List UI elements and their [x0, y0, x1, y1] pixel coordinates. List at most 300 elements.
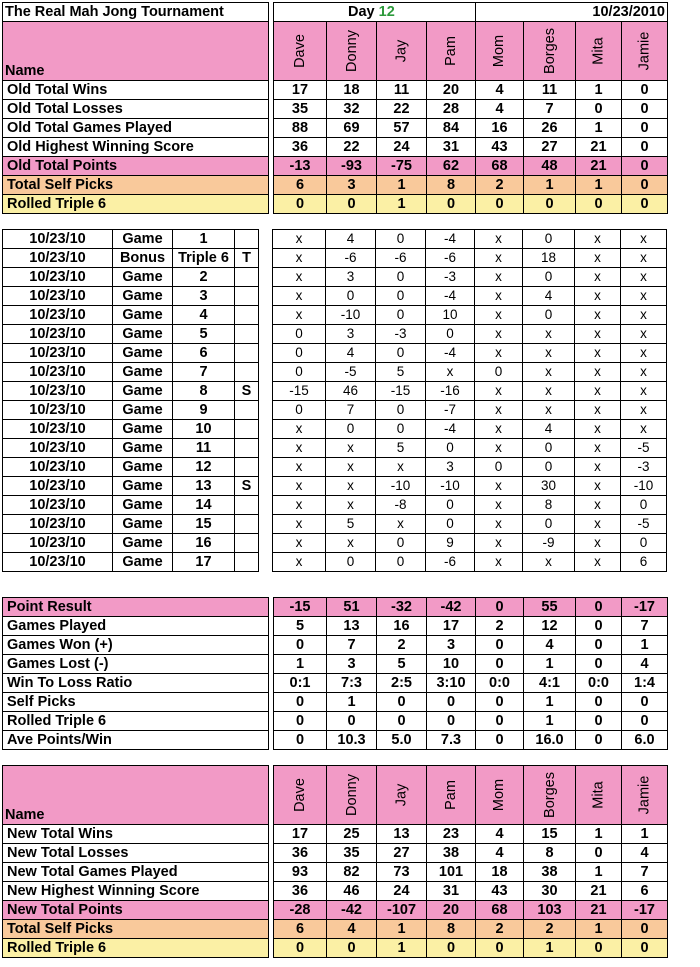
stat-value: 30 — [524, 882, 576, 901]
stat-value: 10.3 — [327, 731, 377, 750]
game-row — [3, 287, 667, 306]
stat-label: Games Played — [3, 617, 269, 636]
stat-value: 0 — [622, 939, 668, 958]
stat-row — [3, 693, 668, 712]
stat-value: 0 — [427, 712, 476, 731]
stat-value: 0 — [377, 712, 427, 731]
stat-row — [3, 844, 668, 863]
player-name: Pam — [442, 780, 459, 810]
stat-value: 8 — [524, 844, 576, 863]
new-stats-table — [2, 765, 668, 958]
game-score: x — [475, 306, 523, 325]
stat-value: 1 — [524, 176, 576, 195]
player-name: Mita — [590, 781, 607, 809]
game-score: x — [475, 534, 523, 553]
game-number: 1 — [173, 230, 235, 249]
game-score: 0 — [523, 439, 575, 458]
stat-value: 21 — [576, 901, 622, 920]
game-score: 9 — [426, 534, 475, 553]
old-stats-table — [2, 2, 668, 214]
stat-value: 17 — [274, 81, 327, 100]
title-row — [3, 3, 668, 22]
stat-value: 36 — [274, 882, 327, 901]
game-score: x — [273, 268, 326, 287]
stat-label: New Total Games Played — [3, 863, 269, 882]
stat-value: 6 — [622, 882, 668, 901]
stat-value: 0 — [622, 195, 668, 214]
game-score: x — [575, 230, 621, 249]
stat-value: 1 — [377, 176, 427, 195]
day-cell — [274, 3, 476, 22]
game-score: x — [575, 477, 621, 496]
stat-value: 7 — [622, 863, 668, 882]
stat-value: 48 — [524, 157, 576, 176]
game-date: 10/23/10 — [3, 477, 113, 496]
game-score: -6 — [426, 249, 475, 268]
game-score: x — [475, 325, 523, 344]
game-date: 10/23/10 — [3, 458, 113, 477]
stat-value: -17 — [622, 598, 668, 617]
game-score: x — [575, 496, 621, 515]
game-score: x — [575, 534, 621, 553]
stat-value: -15 — [274, 598, 327, 617]
game-score: 3 — [426, 458, 475, 477]
player-name: Mita — [590, 37, 607, 65]
game-score: 0 — [326, 420, 376, 439]
game-date: 10/23/10 — [3, 363, 113, 382]
game-row — [3, 515, 667, 534]
game-score: x — [621, 287, 667, 306]
stat-value: 4:1 — [524, 674, 576, 693]
stat-value: 1 — [327, 693, 377, 712]
game-number: 16 — [173, 534, 235, 553]
game-score: x — [273, 477, 326, 496]
game-type: Game — [113, 439, 173, 458]
player-name: Jay — [393, 783, 410, 807]
player-name: Dave — [291, 34, 308, 68]
game-score: -15 — [273, 382, 326, 401]
stat-value: 20 — [427, 901, 476, 920]
player-header-jamie — [622, 766, 668, 825]
stat-value: 1 — [576, 863, 622, 882]
stat-label: Games Won (+) — [3, 636, 269, 655]
game-score: 46 — [326, 382, 376, 401]
stat-row — [3, 100, 668, 119]
game-date: 10/23/10 — [3, 382, 113, 401]
game-flag — [235, 420, 259, 439]
player-header-jamie — [622, 22, 668, 81]
game-number: 11 — [173, 439, 235, 458]
stat-value: 17 — [274, 825, 327, 844]
game-score: 8 — [523, 496, 575, 515]
game-row — [3, 382, 667, 401]
game-row — [3, 344, 667, 363]
game-score: x — [621, 230, 667, 249]
stat-value: -75 — [377, 157, 427, 176]
game-date: 10/23/10 — [3, 268, 113, 287]
stat-value: 3 — [327, 655, 377, 674]
stat-label: Point Result — [3, 598, 269, 617]
game-score: 0 — [523, 268, 575, 287]
stat-value: 68 — [476, 901, 524, 920]
stat-value: 0 — [476, 655, 524, 674]
stat-value: 82 — [327, 863, 377, 882]
stat-row — [3, 636, 668, 655]
stat-value: 0 — [274, 712, 327, 731]
game-flag: S — [235, 382, 259, 401]
stat-value: 7 — [327, 636, 377, 655]
player-name: Borges — [541, 772, 558, 818]
stat-value: 0 — [327, 939, 377, 958]
game-score: -5 — [621, 515, 667, 534]
stat-value: 0 — [327, 712, 377, 731]
game-row — [3, 534, 667, 553]
stat-value: 0 — [476, 636, 524, 655]
player-header-borges — [524, 766, 576, 825]
game-date: 10/23/10 — [3, 515, 113, 534]
game-score: x — [376, 458, 426, 477]
stat-value: 1 — [576, 176, 622, 195]
stat-value: 1 — [622, 825, 668, 844]
game-score: x — [523, 344, 575, 363]
game-row — [3, 230, 667, 249]
stat-value: -42 — [427, 598, 476, 617]
stat-row — [3, 731, 668, 750]
stat-value: 6 — [274, 920, 327, 939]
game-score: -3 — [376, 325, 426, 344]
date-cell: 10/23/2010 — [476, 3, 668, 22]
game-number: 10 — [173, 420, 235, 439]
stat-value: 2 — [476, 617, 524, 636]
game-score: 0 — [376, 401, 426, 420]
stat-value: 26 — [524, 119, 576, 138]
player-name: Donny — [343, 30, 360, 72]
stat-row — [3, 655, 668, 674]
game-score: -6 — [376, 249, 426, 268]
game-score: 5 — [326, 515, 376, 534]
player-name: Donny — [343, 774, 360, 816]
stat-row — [3, 81, 668, 100]
player-header-dave — [274, 22, 327, 81]
game-flag — [235, 401, 259, 420]
game-score: 0 — [273, 344, 326, 363]
game-flag — [235, 496, 259, 515]
game-row — [3, 363, 667, 382]
stat-label: Rolled Triple 6 — [3, 712, 269, 731]
game-score: -10 — [621, 477, 667, 496]
stat-value: 0 — [274, 195, 327, 214]
stat-value: 2 — [524, 920, 576, 939]
game-score: -9 — [523, 534, 575, 553]
game-row — [3, 420, 667, 439]
game-score: x — [326, 458, 376, 477]
game-number: 13 — [173, 477, 235, 496]
stat-value: -28 — [274, 901, 327, 920]
day-value: 12 — [378, 4, 395, 20]
stat-value: 0:1 — [274, 674, 327, 693]
game-row — [3, 401, 667, 420]
stat-value: 0 — [576, 100, 622, 119]
stat-value: 23 — [427, 825, 476, 844]
stat-label: Old Total Points — [3, 157, 269, 176]
name-header: Name — [3, 766, 269, 825]
player-name: Pam — [442, 36, 459, 66]
game-score: x — [273, 287, 326, 306]
stat-value: 4 — [622, 844, 668, 863]
stat-label: Old Highest Winning Score — [3, 138, 269, 157]
game-flag: T — [235, 249, 259, 268]
stat-value: -42 — [327, 901, 377, 920]
game-score: -16 — [426, 382, 475, 401]
game-score: -4 — [426, 344, 475, 363]
game-score: -4 — [426, 420, 475, 439]
stat-value: 11 — [377, 81, 427, 100]
game-score: 0 — [426, 439, 475, 458]
stat-value: 51 — [327, 598, 377, 617]
player-header-row — [3, 766, 668, 825]
stat-value: 8 — [427, 920, 476, 939]
stat-row — [3, 598, 668, 617]
game-row — [3, 553, 667, 572]
stat-value: 6 — [274, 176, 327, 195]
day-label: Day — [348, 4, 375, 20]
game-row — [3, 458, 667, 477]
stat-row — [3, 617, 668, 636]
game-date: 10/23/10 — [3, 439, 113, 458]
player-name: Jamie — [636, 31, 653, 71]
stat-value: 2 — [377, 636, 427, 655]
player-header-pam — [427, 766, 476, 825]
stat-value: 0 — [622, 81, 668, 100]
stat-value: 1 — [524, 655, 576, 674]
game-score: x — [273, 496, 326, 515]
game-score: 0 — [621, 496, 667, 515]
stat-label: New Highest Winning Score — [3, 882, 269, 901]
stat-value: 25 — [327, 825, 377, 844]
game-row — [3, 477, 667, 496]
game-type: Game — [113, 325, 173, 344]
game-date: 10/23/10 — [3, 534, 113, 553]
stat-label: Rolled Triple 6 — [3, 195, 269, 214]
stat-value: 1 — [576, 920, 622, 939]
stat-value: 7.3 — [427, 731, 476, 750]
stat-value: 0 — [622, 157, 668, 176]
game-type: Game — [113, 287, 173, 306]
player-header-jay — [377, 766, 427, 825]
game-date: 10/23/10 — [3, 249, 113, 268]
stat-label: Win To Loss Ratio — [3, 674, 269, 693]
game-score: x — [575, 306, 621, 325]
game-score: 0 — [376, 534, 426, 553]
game-flag — [235, 515, 259, 534]
game-score: x — [523, 401, 575, 420]
game-score: -4 — [426, 230, 475, 249]
game-score: 0 — [326, 553, 376, 572]
stat-value: 0 — [476, 195, 524, 214]
stat-value: 0 — [524, 195, 576, 214]
game-score: x — [475, 268, 523, 287]
stat-value: -13 — [274, 157, 327, 176]
stat-value: 103 — [524, 901, 576, 920]
game-score: 0 — [376, 344, 426, 363]
stat-value: 18 — [327, 81, 377, 100]
game-date: 10/23/10 — [3, 287, 113, 306]
game-score: x — [273, 553, 326, 572]
game-type: Game — [113, 268, 173, 287]
game-score: x — [621, 401, 667, 420]
stat-label: Games Lost (-) — [3, 655, 269, 674]
game-score: 0 — [273, 363, 326, 382]
stat-value: 1 — [622, 636, 668, 655]
game-score: x — [575, 249, 621, 268]
stat-value: 0 — [476, 693, 524, 712]
player-name: Mom — [491, 778, 508, 812]
game-score: 4 — [326, 344, 376, 363]
stat-label: New Total Wins — [3, 825, 269, 844]
game-score: x — [575, 458, 621, 477]
player-header-pam — [427, 22, 476, 81]
game-score: 4 — [326, 230, 376, 249]
stat-value: 0 — [274, 693, 327, 712]
stat-value: 1 — [576, 825, 622, 844]
game-date: 10/23/10 — [3, 401, 113, 420]
stat-value: 0:0 — [576, 674, 622, 693]
game-score: 0 — [426, 496, 475, 515]
game-score: x — [326, 477, 376, 496]
game-score: x — [621, 382, 667, 401]
stat-value: 4 — [622, 655, 668, 674]
game-number: 17 — [173, 553, 235, 572]
game-score: 0 — [523, 306, 575, 325]
stat-value: 0 — [622, 920, 668, 939]
stat-label: Total Self Picks — [3, 176, 269, 195]
game-score: -3 — [621, 458, 667, 477]
game-date: 10/23/10 — [3, 230, 113, 249]
game-score: x — [523, 553, 575, 572]
game-score: x — [621, 325, 667, 344]
game-score: -15 — [376, 382, 426, 401]
game-score: -10 — [326, 306, 376, 325]
stat-value: 6.0 — [622, 731, 668, 750]
stat-value: 1 — [576, 81, 622, 100]
game-type: Game — [113, 382, 173, 401]
game-score: 0 — [426, 515, 475, 534]
game-score: 18 — [523, 249, 575, 268]
stat-value: 88 — [274, 119, 327, 138]
results-table — [2, 597, 668, 750]
game-number: 15 — [173, 515, 235, 534]
game-score: x — [575, 325, 621, 344]
stat-value: 0 — [476, 731, 524, 750]
stat-value: 13 — [327, 617, 377, 636]
stat-value: 0 — [476, 598, 524, 617]
game-date: 10/23/10 — [3, 420, 113, 439]
player-header-dave — [274, 766, 327, 825]
stat-label: Old Total Games Played — [3, 119, 269, 138]
stat-value: 2 — [476, 176, 524, 195]
game-score: -10 — [426, 477, 475, 496]
game-type: Bonus — [113, 249, 173, 268]
game-score: x — [475, 401, 523, 420]
game-score: x — [326, 439, 376, 458]
stat-row — [3, 712, 668, 731]
stat-value: 4 — [476, 81, 524, 100]
game-score: -3 — [426, 268, 475, 287]
stat-value: 21 — [576, 882, 622, 901]
game-score: 0 — [376, 268, 426, 287]
stat-value: 38 — [524, 863, 576, 882]
game-score: x — [376, 515, 426, 534]
game-row — [3, 268, 667, 287]
stat-value: -93 — [327, 157, 377, 176]
stat-value: 7 — [524, 100, 576, 119]
stat-value: 21 — [576, 138, 622, 157]
game-score: 0 — [376, 230, 426, 249]
player-name: Jamie — [636, 775, 653, 815]
game-flag — [235, 439, 259, 458]
stat-value: 38 — [427, 844, 476, 863]
stat-label: Ave Points/Win — [3, 731, 269, 750]
game-score: 5 — [376, 363, 426, 382]
stat-label: New Total Points — [3, 901, 269, 920]
game-score: 0 — [621, 534, 667, 553]
stat-value: 68 — [476, 157, 524, 176]
game-type: Game — [113, 477, 173, 496]
player-header-mita — [576, 766, 622, 825]
stat-value: 0 — [622, 100, 668, 119]
stat-value: 4 — [476, 844, 524, 863]
stat-value: 57 — [377, 119, 427, 138]
stat-value: 5 — [274, 617, 327, 636]
game-flag — [235, 325, 259, 344]
game-score: x — [523, 325, 575, 344]
game-flag — [235, 230, 259, 249]
stat-label: New Total Losses — [3, 844, 269, 863]
stat-value: 0 — [576, 693, 622, 712]
game-score: x — [523, 363, 575, 382]
game-date: 10/23/10 — [3, 496, 113, 515]
game-score: -5 — [326, 363, 376, 382]
game-score: x — [575, 439, 621, 458]
stat-row — [3, 674, 668, 693]
game-score: x — [475, 496, 523, 515]
game-score: x — [326, 496, 376, 515]
game-score: x — [575, 553, 621, 572]
stat-value: 22 — [377, 100, 427, 119]
stat-value: 0 — [274, 939, 327, 958]
game-score: x — [475, 230, 523, 249]
stat-value: 1 — [524, 712, 576, 731]
player-header-mom — [476, 766, 524, 825]
game-score: 0 — [523, 458, 575, 477]
stat-value: 12 — [524, 617, 576, 636]
game-score: x — [575, 401, 621, 420]
game-score: x — [475, 287, 523, 306]
stat-value: 46 — [327, 882, 377, 901]
game-score: x — [621, 249, 667, 268]
stat-value: 4 — [327, 920, 377, 939]
name-header: Name — [3, 22, 269, 81]
stat-value: 4 — [476, 825, 524, 844]
stat-value: 0 — [622, 712, 668, 731]
stat-value: 3:10 — [427, 674, 476, 693]
game-score: x — [621, 363, 667, 382]
stat-value: 0 — [622, 119, 668, 138]
game-number: Triple 6 — [173, 249, 235, 268]
game-score: x — [273, 439, 326, 458]
stat-row — [3, 119, 668, 138]
stat-value: 1 — [377, 195, 427, 214]
